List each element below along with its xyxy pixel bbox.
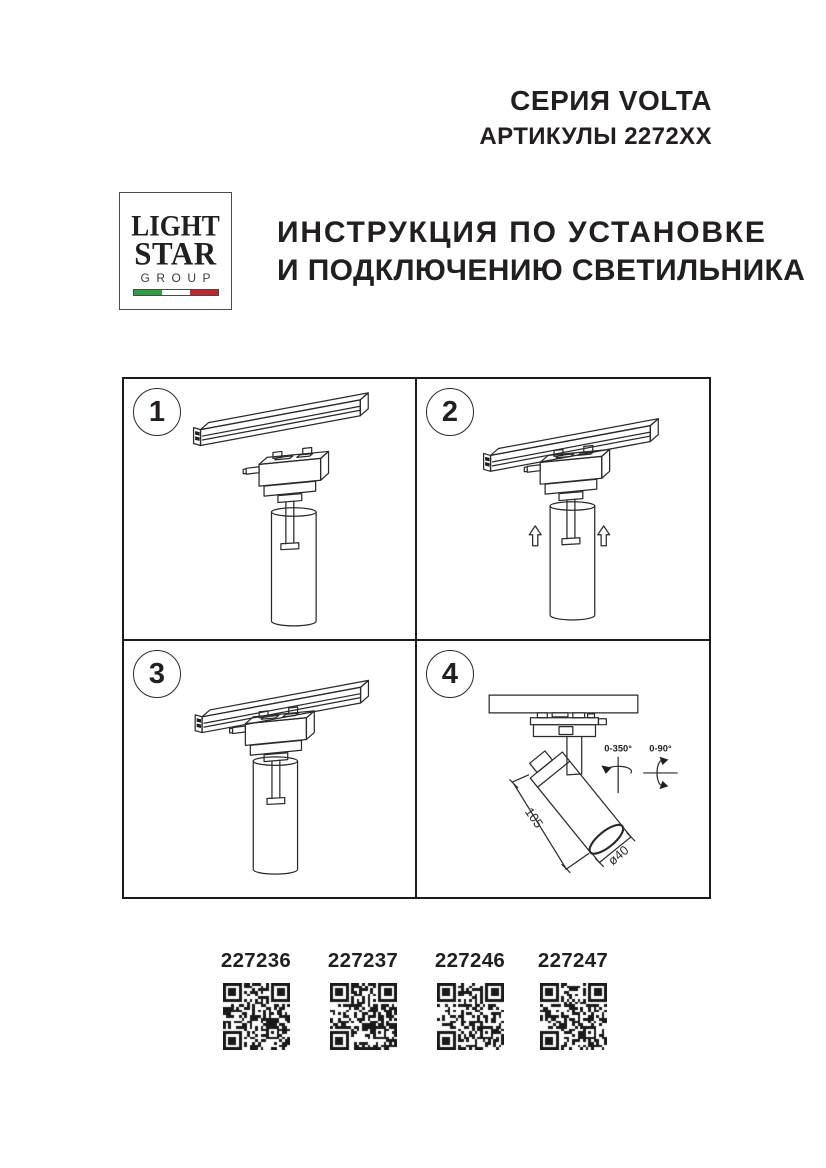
track-adapter [524,445,609,544]
header [479,86,712,151]
tilt-rotation-icon [644,743,677,789]
article-code: 227247 [537,949,609,972]
qr-code [437,983,504,1050]
step-panel-3 [124,641,417,897]
lamp-body [253,757,297,874]
instruction-heading [277,214,805,290]
step-panel-2 [417,379,709,641]
step-number-badge-3: 3 [133,650,181,698]
flag-white-stripe [162,290,190,295]
length-label: 105 [521,804,547,831]
article-item [220,949,292,1050]
diameter-label: ø40 [604,842,632,868]
lamp-body [550,502,595,620]
step-number-badge-2: 2 [426,388,474,436]
article-code: 227236 [220,949,292,972]
track-adapter [230,707,315,804]
track-rail [194,393,369,446]
length-dimension [510,775,589,872]
tilted-lamp-body [523,743,628,859]
logo-word-star: STAR [134,234,217,272]
step-panel-4 [417,641,709,897]
logo-word-group: GROUP [140,271,217,286]
track-rail [195,680,368,732]
qr-code [540,983,607,1050]
series-title: СЕРИЯ VOLTA [510,85,712,116]
italian-flag-bar [133,289,219,296]
swivel-stem [567,737,582,775]
up-arrow-left [529,526,541,546]
flag-green-stripe [134,290,162,295]
pan-rotation-label: 0-350° [604,743,632,754]
tilt-rotation-label: 0-90° [649,743,672,754]
ceiling-plate [489,695,638,713]
article-code: 227246 [434,949,506,972]
article-item [434,949,506,1050]
qr-code [223,983,290,1050]
step-number-badge-1: 1 [133,388,181,436]
qr-code [330,983,397,1050]
article-item [327,949,399,1050]
step-panel-1 [124,379,417,641]
track-rail [484,419,659,472]
article-item [537,949,609,1050]
article-code: 227237 [327,949,399,972]
up-arrow-right [598,526,610,546]
heading-line-1: ИНСТРУКЦИЯ ПО УСТАНОВКЕ [277,216,767,249]
track-adapter-front [531,713,607,737]
logo-word-light: LIGHT [131,209,220,243]
flag-red-stripe [190,290,218,295]
step-number-badge-4: 4 [426,650,474,698]
articles-subtitle: АРТИКУЛЫ 2272XX [479,122,712,150]
steps-grid [122,377,711,899]
pan-rotation-icon [601,743,632,792]
heading-line-2: И ПОДКЛЮЧЕНИЮ СВЕТИЛЬНИКА [277,254,806,287]
lightstar-logo [119,192,232,310]
